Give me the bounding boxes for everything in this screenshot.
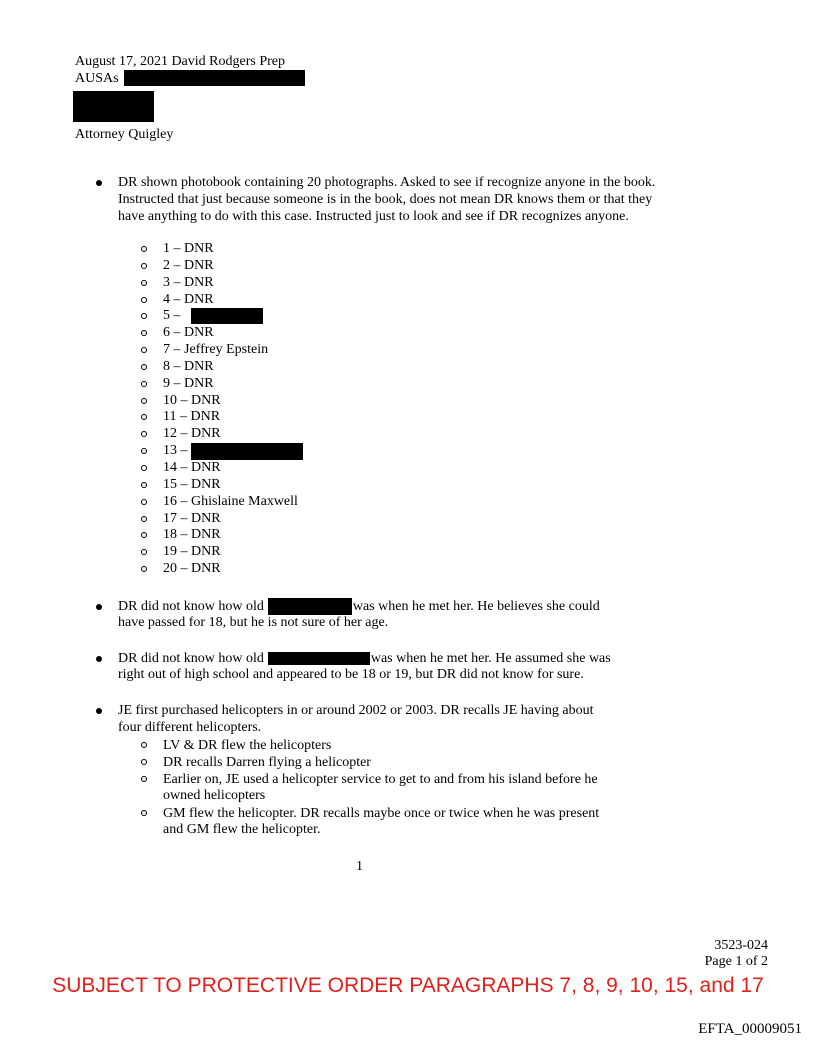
circle-bullet-icon	[141, 448, 147, 454]
ausas-line	[75, 70, 119, 87]
protective-order-notice: SUBJECT TO PROTECTIVE ORDER PARAGRAPHS 7, 8, 9, 10, 15, and 17	[52, 974, 764, 997]
circle-bullet-icon	[141, 431, 147, 437]
circle-bullet-icon	[141, 482, 147, 488]
circle-bullet-icon	[141, 516, 147, 522]
ausas-label: AUSAs	[75, 71, 119, 86]
circle-bullet-icon	[141, 776, 147, 782]
photobook-intro: DR shown photobook containing 20 photographs. Asked to see if recognize anyone in the book. Instructed that just because someone is in the book, does not mean DR knows them or that they have anything to do with this case. Instructed just to look and see if DR recognizes anyone.	[118, 175, 656, 224]
circle-bullet-icon	[141, 414, 147, 420]
helicopter-subitem: LV & DR flew the helicopters	[163, 738, 332, 753]
doc-code: 3523-024	[714, 938, 768, 953]
page-of: Page 1 of 2	[704, 954, 768, 969]
redaction-ausas-names	[124, 70, 305, 86]
redaction-name-5	[191, 308, 263, 324]
bullet-dot	[96, 180, 102, 186]
circle-bullet-icon	[141, 549, 147, 555]
circle-bullet-icon	[141, 313, 147, 319]
bullet-dot	[96, 656, 102, 662]
redaction-name-13	[191, 443, 303, 460]
bullet2-line1: DR did not know how old was when he met her. He believes she could	[118, 599, 600, 614]
circle-bullet-icon	[141, 347, 147, 353]
helicopter-subitem: DR recalls Darren flying a helicopter	[163, 755, 371, 770]
circle-bullet-icon	[141, 532, 147, 538]
circle-bullet-icon	[141, 280, 147, 286]
attorney-line: Attorney Quigley	[75, 127, 174, 142]
bullet4-line1: JE first purchased helicopters in or around 2002 or 2003. DR recalls JE having about	[118, 703, 594, 718]
circle-bullet-icon	[141, 742, 147, 748]
redaction-header-block	[73, 91, 154, 122]
helicopter-subitem-cont: and GM flew the helicopter.	[163, 822, 321, 837]
circle-bullet-icon	[141, 398, 147, 404]
circle-bullet-icon	[141, 364, 147, 370]
redaction-name	[268, 598, 352, 615]
bullet3-line2: right out of high school and appeared to be 18 or 19, but DR did not know for sure.	[118, 667, 584, 682]
document-title: August 17, 2021 David Rodgers Prep	[75, 54, 285, 69]
circle-bullet-icon	[141, 263, 147, 269]
page-number: 1	[356, 859, 363, 874]
circle-bullet-icon	[141, 246, 147, 252]
circle-bullet-icon	[141, 566, 147, 572]
helicopter-subitem-cont: owned helicopters	[163, 788, 266, 803]
circle-bullet-icon	[141, 810, 147, 816]
bullet-dot	[96, 708, 102, 714]
bates-number: EFTA_00009051	[698, 1021, 802, 1037]
circle-bullet-icon	[141, 297, 147, 303]
bullet-dot	[96, 604, 102, 610]
circle-bullet-icon	[141, 465, 147, 471]
circle-bullet-icon	[141, 381, 147, 387]
bullet2-line2: have passed for 18, but he is not sure of her age.	[118, 615, 389, 630]
helicopter-subitem: GM flew the helicopter. DR recalls maybe once or twice when he was present	[163, 806, 600, 821]
circle-bullet-icon	[141, 499, 147, 505]
redaction-name	[268, 652, 370, 665]
helicopter-subitem: Earlier on, JE used a helicopter service to get to and from his island before he	[163, 772, 598, 787]
bullet4-line2: four different helicopters.	[118, 720, 262, 735]
circle-bullet-icon	[141, 330, 147, 336]
circle-bullet-icon	[141, 759, 147, 765]
bullet3-line1: DR did not know how old was when he met her. He assumed she was	[118, 651, 611, 666]
